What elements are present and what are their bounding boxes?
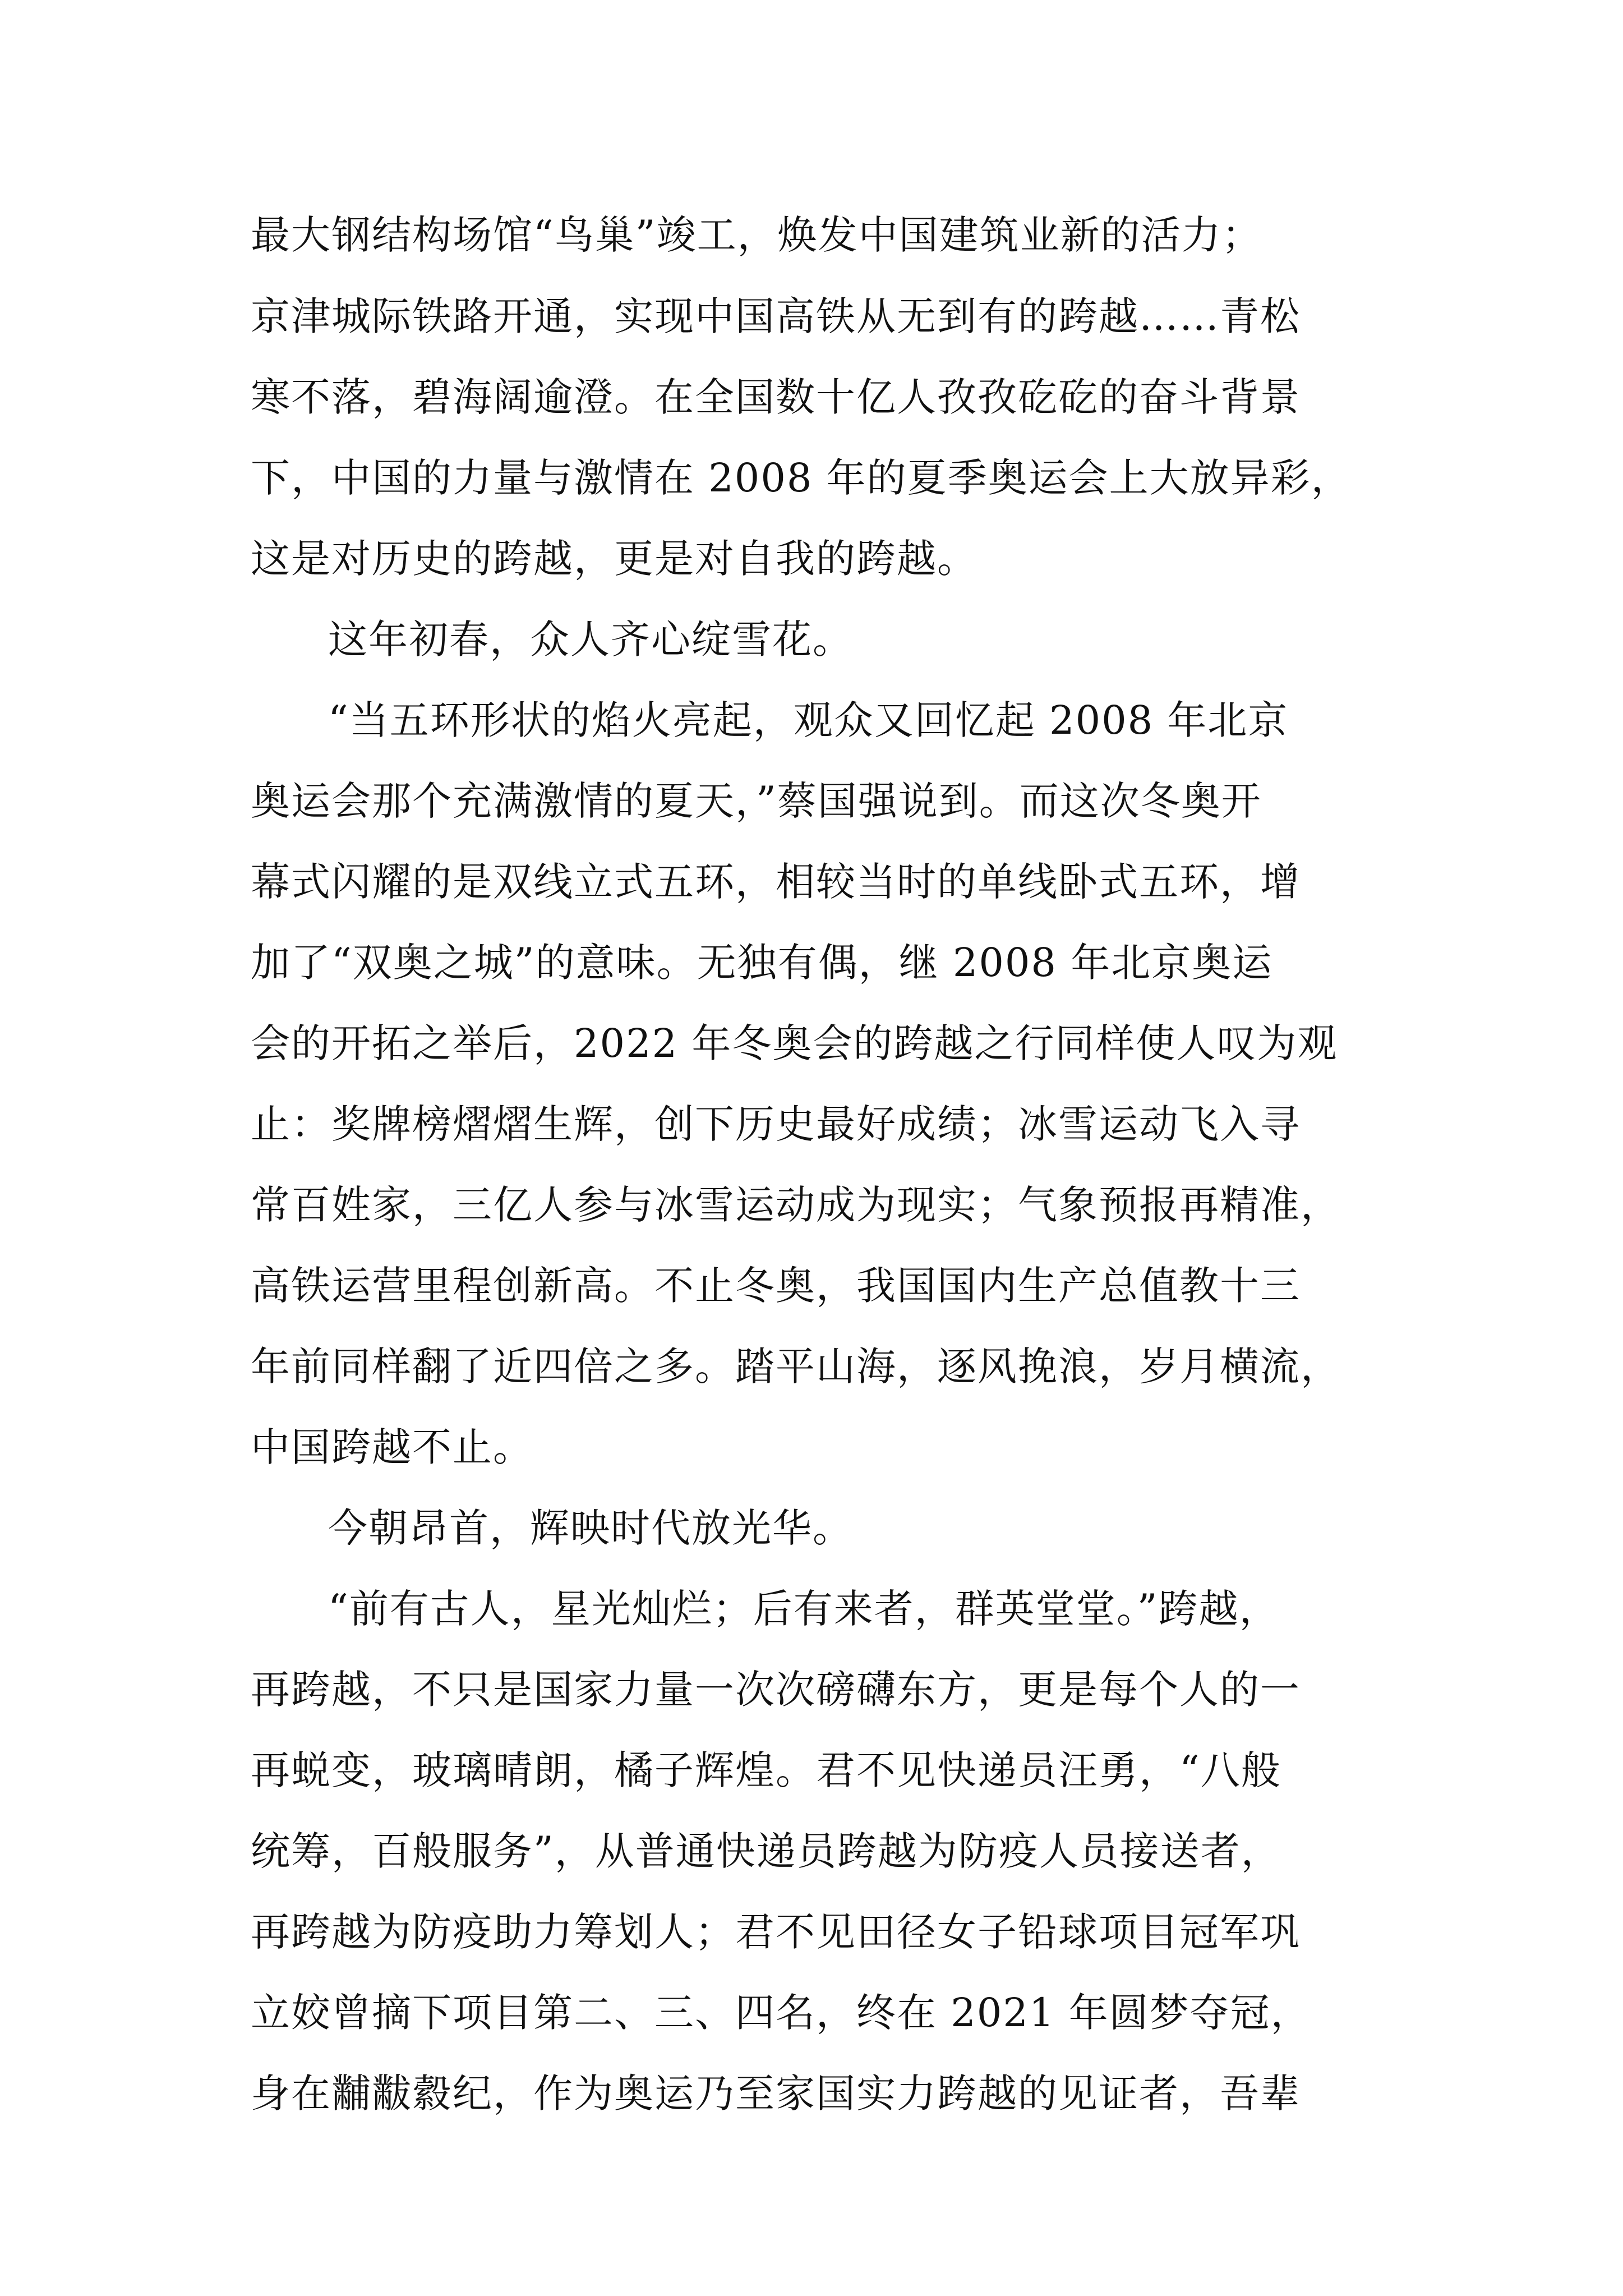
text-line: “当五环形状的焰火亮起，观众又回忆起 2008 年北京 <box>328 697 1289 743</box>
text-line: 身在黼黻縠纪，作为奥运乃至家国实力跨越的见证者，吾辈 <box>251 2070 1301 2116</box>
text-line: 京津城际铁路开通，实现中国高铁从无到有的跨越……青松 <box>251 293 1301 339</box>
text-line: 这是对历史的跨越，更是对自我的跨越。 <box>251 536 978 582</box>
text-line: 止：奖牌榜熠熠生辉，创下历史最好成绩；冰雪运动飞入寻 <box>251 1101 1301 1147</box>
text-line: 再跨越，不只是国家力量一次次磅礴东方，更是每个人的一 <box>251 1667 1301 1713</box>
text-line: 最大钢结构场馆“鸟巢”竣工，焕发中国建筑业新的活力； <box>251 212 1262 258</box>
text-line: 寒不落，碧海阔逾澄。在全国数十亿人孜孜矻矻的奋斗背景 <box>251 374 1301 420</box>
text-line: 会的开拓之举后，2022 年冬奥会的跨越之行同样使人叹为观 <box>251 1020 1338 1066</box>
text-line: 中国跨越不止。 <box>251 1424 533 1470</box>
text-line: 奥运会那个充满激情的夏天，”蔡国强说到。而这次冬奥开 <box>251 778 1262 824</box>
text-line: 加了“双奥之城”的意味。无独有偶，继 2008 年北京奥运 <box>251 940 1273 986</box>
text-line: 这年初春，众人齐心绽雪花。 <box>328 616 853 662</box>
text-line: 高铁运营里程创新高。不止冬奥，我国国内生产总值教十三 <box>251 1263 1301 1309</box>
text-line: 立姣曾摘下项目第二、三、四名，终在 2021 年圆梦夺冠， <box>251 1990 1311 2036</box>
text-line: 年前同样翻了近四倍之多。踏平山海，逐风挽浪，岁月横流， <box>251 1343 1341 1389</box>
text-line: “前有古人，星光灿烂；后有来者，群英堂堂。”跨越， <box>328 1586 1280 1632</box>
text-line: 再跨越为防疫助力筹划人；君不见田径女子铅球项目冠军巩 <box>251 1909 1301 1955</box>
text-line: 再蜕变，玻璃晴朗，橘子辉煌。君不见快递员汪勇，“八般 <box>251 1747 1281 1793</box>
text-line: 统筹，百般服务”，从普通快递员跨越为防疫人员接送者， <box>251 1828 1281 1874</box>
text-line: 常百姓家，三亿人参与冰雪运动成为现实；气象预报再精准， <box>251 1182 1341 1228</box>
text-line: 下，中国的力量与激情在 2008 年的夏季奥运会上大放异彩， <box>251 455 1352 501</box>
text-line: 今朝昂首，辉映时代放光华。 <box>328 1505 853 1551</box>
text-line: 幕式闪耀的是双线立式五环，相较当时的单线卧式五环，增 <box>251 859 1301 905</box>
